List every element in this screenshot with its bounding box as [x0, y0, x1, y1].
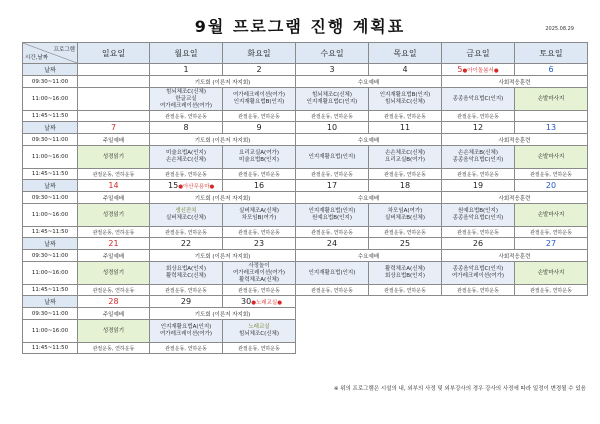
program-item: 실버체조C(신체) — [165, 215, 206, 221]
program-cell-thu — [369, 146, 442, 169]
time-label-1100: 11:00~16:00 — [23, 88, 78, 111]
program-item: 손발마사지 — [537, 95, 565, 102]
date-cell-fri — [442, 238, 515, 250]
date-cell-wed — [296, 180, 369, 192]
date-number: 25 — [399, 239, 411, 248]
morning-sun: 주일예배 — [78, 192, 150, 204]
date-cell-sat — [515, 122, 588, 134]
morning-mon-tue: 기도회 (이른저 자지회) — [150, 76, 296, 88]
time-label-1145: 11:45~11:50 — [23, 111, 78, 122]
program-cell-fri — [442, 88, 515, 111]
empty-cell — [369, 308, 442, 320]
exercise-cell-fri: 관절운동, 연하운동 — [442, 285, 515, 296]
program-item: 노래교실 — [248, 324, 270, 330]
event-tag: ●아이돌봄서● — [462, 68, 499, 74]
empty-cell — [296, 320, 369, 343]
date-cell-tue — [223, 296, 296, 308]
empty-cell — [442, 308, 515, 320]
program-item: 원예요법B(인지) — [312, 215, 352, 221]
date-number: 13 — [545, 123, 557, 132]
morning-wed-thu: 수요예배 — [296, 192, 442, 204]
exercise-cell-tue: 관절운동, 연하운동 — [223, 227, 296, 238]
week-3-exercise-row — [23, 227, 588, 238]
date-number: 10 — [326, 123, 338, 132]
time-label-1145: 11:45~11:50 — [23, 343, 78, 354]
date-cell-tue — [223, 238, 296, 250]
morning-mon-tue: 기도회 (이른저 자지회) — [150, 192, 296, 204]
exercise-cell-tue: 관절운동, 연하운동 — [223, 111, 296, 122]
exercise-cell-tue: 관절운동, 연하운동 — [223, 343, 296, 354]
program-item: 손손체조C(신체) — [384, 150, 425, 156]
program-item: 요리교실B(여가) — [385, 157, 425, 163]
program-item: 여가레크레이션(여가) — [159, 102, 213, 109]
program-item: 요리교실A(여가) — [239, 150, 279, 156]
program-item: 성경읽기 — [102, 269, 125, 276]
date-cell-thu — [369, 238, 442, 250]
exercise-cell-thu: 관절운동, 연하운동 — [369, 285, 442, 296]
week-5-exercise-row — [23, 343, 588, 354]
day-header-sun: 일요일 — [78, 43, 150, 64]
program-item: 힘뇌체조C(신체) — [238, 331, 279, 337]
program-item: 힘뇌체조C(신체) — [384, 99, 425, 105]
program-item: 인지재활요법C(인지) — [306, 99, 358, 105]
date-cell-mon — [150, 296, 223, 308]
morning-fri-sat: 사회적응훈련 — [442, 134, 588, 146]
morning-fri-sat: 사회적응훈련 — [442, 76, 588, 88]
date-number: 24 — [326, 239, 338, 248]
date-cell-tue — [223, 180, 296, 192]
program-item: 인지재활요법(인지) — [308, 208, 356, 214]
page-title: 9월 프로그램 진행 계획표 — [194, 17, 406, 36]
date-cell-fri — [442, 180, 515, 192]
program-cell-mon — [150, 262, 223, 285]
date-cell-fri — [442, 122, 515, 134]
program-cell-sun — [78, 204, 150, 227]
program-item: 종종음악요법C(인지) — [452, 157, 504, 163]
morning-mon-tue: 기도회 (이른저 자지회) — [150, 308, 296, 320]
date-number: 22 — [180, 239, 192, 248]
morning-fri-sat: 사회적응훈련 — [442, 250, 588, 262]
day-header-thu: 목요일 — [369, 43, 442, 64]
date-cell-thu — [369, 122, 442, 134]
exercise-cell-tue: 관절운동, 연하운동 — [223, 169, 296, 180]
week-1-program-row — [23, 88, 588, 111]
program-item: 힘뇌체조C(신체) — [165, 88, 206, 95]
program-cell-fri — [442, 146, 515, 169]
date-number: 19 — [472, 181, 484, 190]
empty-cell — [515, 343, 588, 354]
time-label-1145: 11:45~11:50 — [23, 169, 78, 180]
program-item: 실버체조B(신체) — [385, 215, 425, 221]
program-item: 여가레크레이션(여가) — [232, 92, 286, 98]
date-cell-wed — [296, 64, 369, 76]
program-cell-fri — [442, 204, 515, 227]
exercise-cell-sun — [78, 111, 150, 122]
exercise-cell-sun: 관절운동, 연하운동 — [78, 169, 150, 180]
morning-wed-thu: 수요예배 — [296, 250, 442, 262]
week-2-date-row — [23, 122, 588, 134]
morning-mon-tue: 기도회 (이른저 자지회) — [150, 250, 296, 262]
program-cell-wed — [296, 204, 369, 227]
week-1-morning-row — [23, 76, 588, 88]
empty-cell — [296, 308, 369, 320]
event-tag: ●아산무용마● — [178, 184, 215, 190]
program-item: 원예요법B(인지) — [458, 208, 498, 214]
morning-sun: 주일예배 — [78, 134, 150, 146]
morning-sun: 주일예배 — [78, 250, 150, 262]
exercise-cell-tue: 관절운동, 연하운동 — [223, 285, 296, 296]
date-cell-thu — [369, 180, 442, 192]
date-number: 11 — [399, 123, 411, 132]
date-cell-sat — [515, 180, 588, 192]
morning-fri-sat: 사회적응훈련 — [442, 192, 588, 204]
program-item: 손손체조B(신체) — [458, 150, 498, 156]
program-item: 한글교실 — [175, 95, 197, 102]
date-number: 30 — [241, 297, 252, 306]
date-number: 20 — [545, 181, 557, 190]
time-label-1100: 11:00~16:00 — [23, 146, 78, 169]
corner-top-label: 프로그램 — [53, 47, 75, 53]
week-4-morning-row — [23, 250, 588, 262]
empty-cell — [515, 296, 588, 308]
date-number: 14 — [108, 181, 119, 190]
date-number: 28 — [108, 297, 119, 306]
time-label-0930: 09:30~11:00 — [23, 192, 78, 204]
exercise-cell-sat: 관절운동, 연하운동 — [515, 169, 588, 180]
date-cell-mon — [150, 64, 223, 76]
week-2-morning-row — [23, 134, 588, 146]
date-cell-mon — [150, 122, 223, 134]
exercise-cell-sun: 관절운동, 연하운동 — [78, 227, 150, 238]
week-2-exercise-row — [23, 169, 588, 180]
date-number: 6 — [548, 65, 554, 74]
program-item: 인지재활요법(인지) — [308, 153, 356, 160]
program-item: 여가레크레이션(여가) — [159, 331, 213, 337]
exercise-cell-fri: 관절운동, 연하운동 — [442, 227, 515, 238]
program-item: 성경읽기 — [102, 327, 125, 334]
program-cell-fri — [442, 262, 515, 285]
document-date: 2025.08.29 — [545, 26, 574, 32]
week-2-program-row — [23, 146, 588, 169]
time-label-0930: 09:30~11:00 — [23, 250, 78, 262]
date-cell-sat — [515, 238, 588, 250]
program-cell-sun — [78, 320, 150, 343]
week-4-program-row — [23, 262, 588, 285]
program-item: 인지재활요법B(인지) — [233, 99, 285, 105]
program-cell-tue — [223, 262, 296, 285]
empty-cell — [442, 320, 515, 343]
program-item: 실버체조A(신체) — [239, 208, 279, 214]
program-item: 여가레크레이션(여가) — [232, 269, 286, 276]
week-5-morning-row — [23, 308, 588, 320]
date-label: 날짜 — [23, 180, 78, 192]
exercise-cell-sat: 관절운동, 연하운동 — [515, 285, 588, 296]
week-4-exercise-row — [23, 285, 588, 296]
exercise-cell-thu: 관절운동, 연하운동 — [369, 227, 442, 238]
date-number: 3 — [329, 65, 335, 74]
program-cell-wed — [296, 146, 369, 169]
morning-mon-tue: 기도회 (이른저 자지회) — [150, 134, 296, 146]
date-number: 16 — [253, 181, 265, 190]
program-cell-tue — [223, 146, 296, 169]
date-cell-sun — [78, 64, 150, 76]
date-cell-thu — [369, 64, 442, 76]
program-cell-tue — [223, 320, 296, 343]
program-item: 활력체조A(신체) — [239, 276, 279, 283]
program-cell-mon — [150, 320, 223, 343]
date-number: 4 — [402, 65, 408, 74]
empty-cell — [442, 296, 515, 308]
exercise-cell-mon: 관절운동, 연하운동 — [150, 343, 223, 354]
program-item: 힘뇌체조C(신체) — [311, 92, 352, 98]
week-3-program-row — [23, 204, 588, 227]
date-cell-tue — [223, 64, 296, 76]
program-cell-sat — [515, 88, 588, 111]
program-item: 성경읽기 — [102, 211, 125, 218]
morning-wed-thu: 수요예배 — [296, 76, 442, 88]
date-number: 26 — [472, 239, 484, 248]
week-3-date-row — [23, 180, 588, 192]
time-label-1100: 11:00~16:00 — [23, 262, 78, 285]
program-cell-sat — [515, 204, 588, 227]
program-item: 차모임B(여가) — [241, 215, 277, 221]
empty-cell — [296, 343, 369, 354]
morning-sun-empty — [78, 76, 150, 88]
morning-sun: 주일예배 — [78, 308, 150, 320]
program-item: 종종음악요법C(인지) — [452, 95, 504, 102]
time-label-0930: 09:30~11:00 — [23, 134, 78, 146]
date-number: 5 — [457, 65, 463, 74]
date-number: 18 — [399, 181, 411, 190]
week-5-program-row — [23, 320, 588, 343]
program-cell-sat — [515, 146, 588, 169]
program-cell-mon — [150, 88, 223, 111]
date-cell-fri — [442, 64, 515, 76]
date-number: 23 — [253, 239, 265, 248]
date-number: 29 — [180, 297, 192, 306]
schedule-table — [22, 42, 588, 354]
date-number: 8 — [183, 123, 189, 132]
empty-cell — [369, 343, 442, 354]
date-cell-sun — [78, 180, 150, 192]
program-cell-thu — [369, 204, 442, 227]
program-cell-tue — [223, 204, 296, 227]
program-cell-thu — [369, 262, 442, 285]
program-item: 미술요법B(인지) — [239, 157, 279, 163]
program-cell-wed — [296, 88, 369, 111]
header-corner — [23, 43, 78, 64]
date-cell-sun — [78, 296, 150, 308]
date-number: 27 — [545, 239, 557, 248]
day-header-wed: 수요일 — [296, 43, 369, 64]
program-item: 차모임A(여가) — [387, 208, 423, 214]
week-1-date-row — [23, 64, 588, 76]
exercise-cell-mon: 관절운동, 연하운동 — [150, 227, 223, 238]
exercise-cell-mon: 관절운동, 연하운동 — [150, 169, 223, 180]
program-cell-thu — [369, 88, 442, 111]
empty-cell — [515, 308, 588, 320]
program-cell-sun — [78, 146, 150, 169]
program-item: 인지재활요법B(인지) — [379, 92, 431, 98]
exercise-cell-fri: 관절운동, 연하운동 — [442, 111, 515, 122]
day-header-tue: 화요일 — [223, 43, 296, 64]
exercise-cell-mon: 관절운동, 연하운동 — [150, 111, 223, 122]
corner-bottom-label: 시간,날짜 — [25, 55, 49, 61]
time-label-0930: 09:30~11:00 — [23, 76, 78, 88]
program-cell-wed — [296, 262, 369, 285]
footnote: ※ 위의 프로그램은 시설의 내, 외부의 사정 및 외부강사의 경우 강사의 사정에 따라 일정이 변경될 수 있음 — [333, 386, 586, 392]
empty-cell — [296, 296, 369, 308]
date-number: 1 — [183, 65, 189, 74]
date-number: 17 — [326, 181, 338, 190]
date-number: 2 — [256, 65, 262, 74]
empty-cell — [442, 343, 515, 354]
date-label: 날짜 — [23, 296, 78, 308]
program-item: 인지재활요법A(인지) — [160, 324, 212, 330]
program-item: 활력체조A(신체) — [385, 266, 425, 272]
empty-cell — [515, 320, 588, 343]
date-number: 7 — [110, 123, 117, 132]
exercise-cell-thu: 관절운동, 연하운동 — [369, 169, 442, 180]
exercise-cell-sat — [515, 111, 588, 122]
program-cell-sat — [515, 262, 588, 285]
date-label: 날짜 — [23, 238, 78, 250]
program-cell-sun — [78, 262, 150, 285]
event-tag: ●노래교실● — [251, 300, 283, 306]
program-item: 인지재활요법(인지) — [308, 269, 356, 276]
week-5-date-row — [23, 296, 588, 308]
time-label-1100: 11:00~16:00 — [23, 320, 78, 343]
program-item: 미술요법A(인지) — [166, 150, 206, 156]
program-item: 성경읽기 — [102, 153, 125, 160]
day-header-fri: 금요일 — [442, 43, 515, 64]
time-label-0930: 09:30~11:00 — [23, 308, 78, 320]
empty-cell — [369, 320, 442, 343]
exercise-cell-wed: 관절운동, 연하운동 — [296, 285, 369, 296]
program-item: 종종음악요법C(인지) — [452, 266, 504, 272]
program-item: 종종음악요법C(인지) — [452, 215, 504, 221]
time-label-1100: 11:00~16:00 — [23, 204, 78, 227]
program-item: 손발마사지 — [537, 269, 565, 276]
program-item: 손발마사지 — [537, 211, 565, 218]
time-label-1145: 11:45~11:50 — [23, 227, 78, 238]
exercise-cell-wed: 관절운동, 연하운동 — [296, 111, 369, 122]
program-cell-mon — [150, 146, 223, 169]
exercise-cell-sun: 관절운동, 연하운동 — [78, 343, 150, 354]
program-cell-sun — [78, 88, 150, 111]
program-item: 생신잔치 — [175, 208, 197, 214]
date-number: 12 — [472, 123, 484, 132]
date-cell-sun — [78, 238, 150, 250]
program-item: 사정놀이 — [248, 262, 270, 269]
date-cell-sun — [78, 122, 150, 134]
date-label: 날짜 — [23, 122, 78, 134]
program-item: 손발마사지 — [537, 153, 565, 160]
time-label-1145: 11:45~11:50 — [23, 285, 78, 296]
program-cell-mon — [150, 204, 223, 227]
date-cell-wed — [296, 238, 369, 250]
date-cell-tue — [223, 122, 296, 134]
program-item: 여가레크레이션(여가) — [451, 273, 505, 279]
day-header-mon: 월요일 — [150, 43, 223, 64]
empty-cell — [369, 296, 442, 308]
program-item: 활력체조C(신체) — [165, 273, 206, 279]
program-cell-tue — [223, 88, 296, 111]
program-item: 회상요법A(인지) — [166, 266, 206, 272]
morning-wed-thu: 수요예배 — [296, 134, 442, 146]
exercise-cell-sun: 관절운동, 연하운동 — [78, 285, 150, 296]
week-3-morning-row — [23, 192, 588, 204]
date-cell-mon — [150, 180, 223, 192]
exercise-cell-sat: 관절운동, 연하운동 — [515, 227, 588, 238]
date-label: 날짜 — [23, 64, 78, 76]
date-number: 15 — [168, 181, 179, 190]
exercise-cell-wed: 관절운동, 연하운동 — [296, 169, 369, 180]
date-number: 9 — [256, 123, 262, 132]
program-item: 회상요법B(인지) — [385, 273, 425, 279]
exercise-cell-fri: 관절운동, 연하운동 — [442, 169, 515, 180]
exercise-cell-thu: 관절운동, 연하운동 — [369, 111, 442, 122]
date-cell-sat — [515, 64, 588, 76]
exercise-cell-mon: 관절운동, 연하운동 — [150, 285, 223, 296]
date-cell-mon — [150, 238, 223, 250]
exercise-cell-wed: 관절운동, 연하운동 — [296, 227, 369, 238]
program-item: 손손체조C(신체) — [165, 157, 206, 163]
date-cell-wed — [296, 122, 369, 134]
day-header-sat: 토요일 — [515, 43, 588, 64]
week-4-date-row — [23, 238, 588, 250]
week-1-exercise-row — [23, 111, 588, 122]
date-number: 21 — [108, 239, 119, 248]
